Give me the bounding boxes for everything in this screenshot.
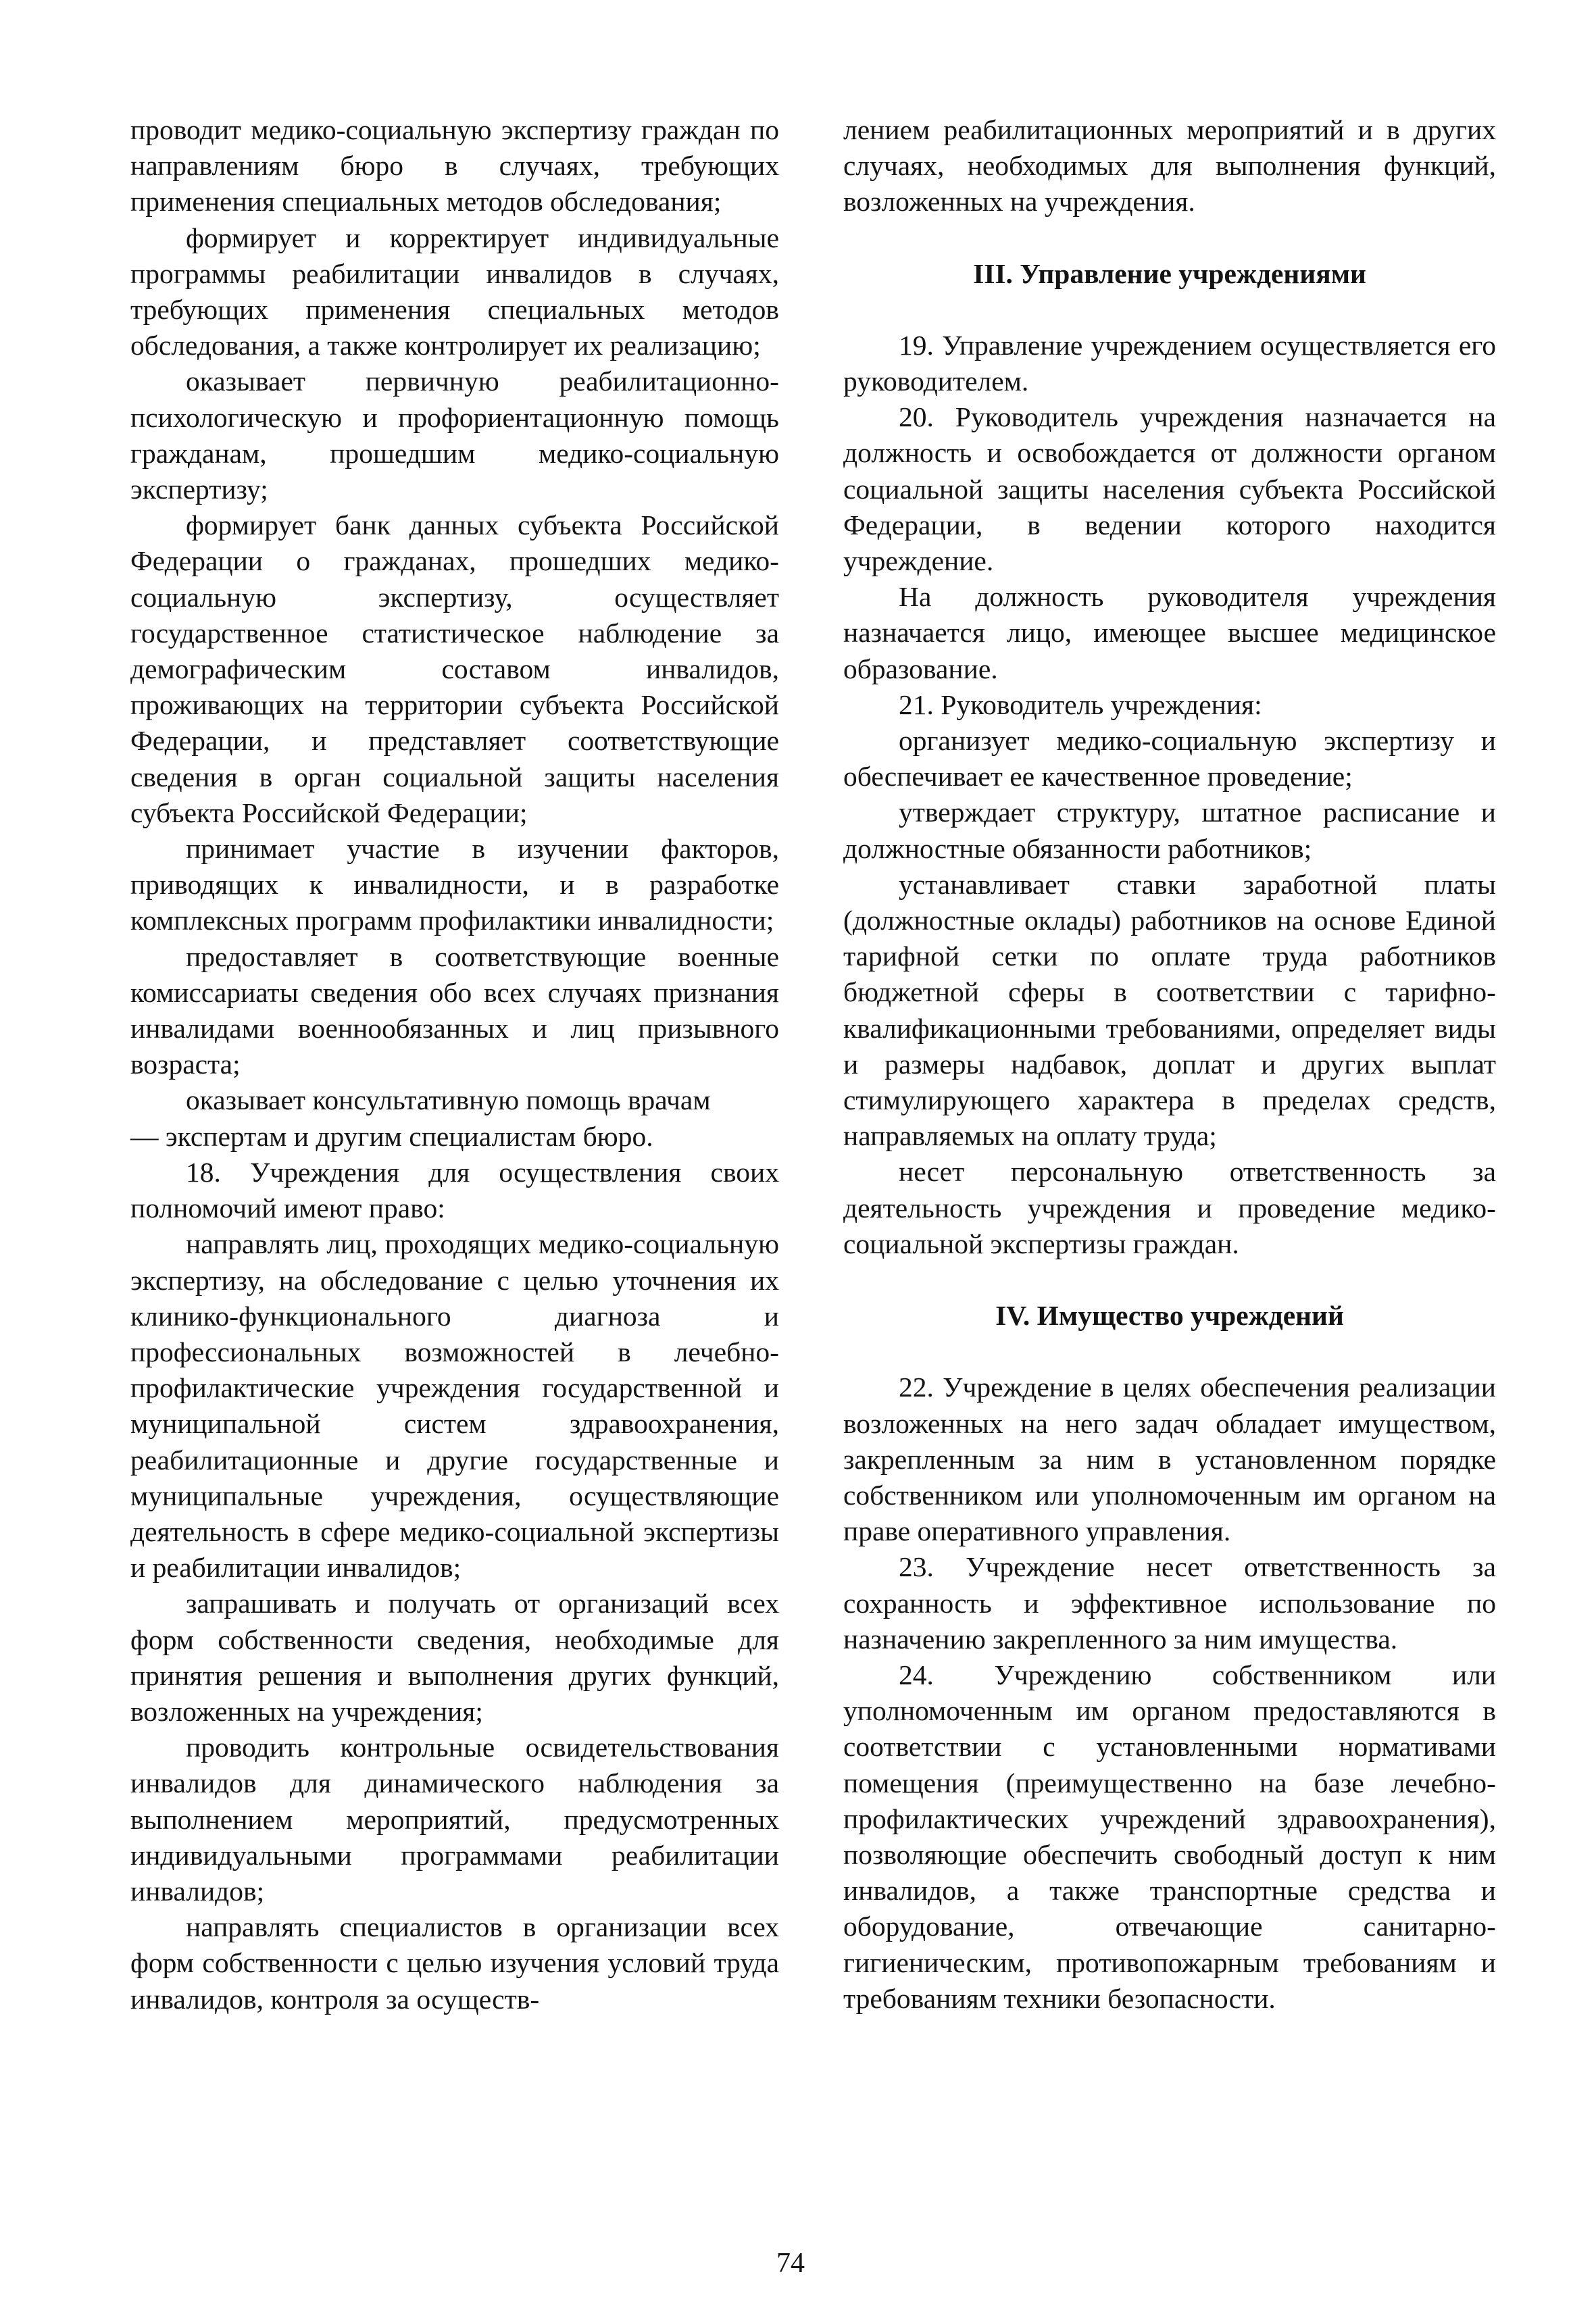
paragraph: формирует и корректирует индивидуальные программы реабилитации инвалидов в случаях, требующих применения специальных методов обследования, а также контролирует их реализацию; bbox=[130, 222, 779, 361]
paragraph-item-19: 19. Управление учреждением осуществляется его руководителем. bbox=[843, 329, 1496, 397]
paragraph-item-18: 18. Учреждения для осуществления своих полномочий имеют право: bbox=[130, 1156, 779, 1224]
paragraph-item-23: 23. Учреждение несет ответственность за сохранность и эффективное использование по назначению закрепленного за ним имущества. bbox=[843, 1551, 1496, 1655]
paragraph: утверждает структуру, штатное расписание и должностные обязанности работников; bbox=[843, 797, 1496, 864]
paragraph: — экспертам и другим специалистам бюро. bbox=[130, 1120, 653, 1152]
paragraph-item-24: 24. Учреждению собственником или уполномоченным им органом предоставляются в соответствии с установленными нормативами помещения (преимущественно на базе лечебно-профилактических учреждений здравоохранения), позволяющие обеспечить свободный доступ к ним инвалидов, а также транспортные средства и оборудование, отвечающие санитарно-гигиеническим, противопожарным требованиям и требованиям техники безопасности. bbox=[843, 1659, 1496, 2014]
right-column bbox=[843, 112, 1496, 2017]
paragraph: устанавливает ставки заработной платы (должностные оклады) работников на основе Единой тарифной сетки по оплате труда работников бюджетной сферы в соответствии с тарифно-квалификационными требованиями, определяет виды и размеры надбавок, доплат и других выплат стимулирующего характера в пределах средств, направляемых на оплату труда; bbox=[843, 868, 1496, 1152]
paragraph: несет персональную ответственность за деятельность учреждения и проведение медико-социальной экспертизы граждан. bbox=[843, 1156, 1496, 1259]
paragraph: направлять специалистов в организации всех форм собственности с целью изучения условий труда инвалидов, контроля за осуществ- bbox=[130, 1911, 779, 2015]
paragraph: принимает участие в изучении факторов, приводящих к инвалидности, и в разработке комплексных программ профилактики инвалидности; bbox=[130, 833, 779, 936]
paragraph: формирует банк данных субъекта Российской Федерации о гражданах, прошедших медико-социальную экспертизу, осуществляет государственное статистическое наблюдение за демографическим составом инвалидов, проживающих на территории субъекта Российской Федерации, и представляет соответствующие сведения в орган социальной защиты населения субъекта Российской Федерации; bbox=[130, 509, 779, 828]
paragraph: оказывает первичную реабилитационно-психологическую и профориентационную помощь гражданам, прошедшим медико-социальную экспертизу; bbox=[130, 366, 779, 505]
paragraph: организует медико-социальную экспертизу и обеспечивает ее качественное проведение; bbox=[843, 725, 1496, 793]
paragraph: проводит медико-социальную экспертизу граждан по направлениям бюро в случаях, требующих применения специальных методов обследования; bbox=[130, 114, 779, 218]
section-heading-property: IV. Имущество учреждений bbox=[995, 1300, 1344, 1332]
paragraph: запрашивать и получать от организаций всех форм собственности сведения, необходимые для принятия решения и выполнения других функций, возложенных на учреждения; bbox=[130, 1588, 779, 1727]
paragraph-item-22: 22. Учреждение в целях обеспечения реализации возложенных на него задач обладает имуществом, закрепленным за ним в установленном порядке собственником или уполномоченным им органом на праве оперативного управления. bbox=[843, 1372, 1496, 1547]
paragraph-continuation: лением реабилитационных мероприятий и в других случаях, необходимых для выполнения функций, возложенных на учреждения. bbox=[843, 114, 1496, 218]
paragraph: На должность руководителя учреждения назначается лицо, имеющее высшее медицинское образование. bbox=[843, 581, 1496, 684]
paragraph: предоставляет в соответствующие военные комиссариаты сведения обо всех случаях признания инвалидами военнообязанных и лиц призывного возраста; bbox=[130, 940, 779, 1080]
paragraph-item-20: 20. Руководитель учреждения назначается на должность и освобождается от должности органом социальной защиты населения субъекта Российской Федерации, в ведении которого находится учреждение. bbox=[843, 401, 1496, 577]
paragraph-item-21: 21. Руководитель учреждения: bbox=[899, 688, 1262, 720]
section-heading-management: III. Управление учреждениями bbox=[973, 257, 1366, 289]
paragraph: проводить контрольные освидетельствования инвалидов для динамического наблюдения за выполнением мероприятий, предусмотренных индивидуальными программами реабилитации инвалидов; bbox=[130, 1732, 779, 1907]
paragraph: направлять лиц, проходящих медико-социальную экспертизу, на обследование с целью уточнения их клинико-функционального диагноза и профессиональных возможностей в лечебно-профилактические учреждения государственной и муниципальной систем здравоохранения, реабилитационные и другие государственные и муниципальные учреждения, осуществляющие деятельность в сфере медико-социальной экспертизы и реабилитации инвалидов; bbox=[130, 1228, 779, 1584]
left-column bbox=[130, 112, 779, 2017]
paragraph: оказывает консультативную помощь врачам bbox=[186, 1084, 711, 1116]
page-number: 74 bbox=[776, 2248, 805, 2279]
